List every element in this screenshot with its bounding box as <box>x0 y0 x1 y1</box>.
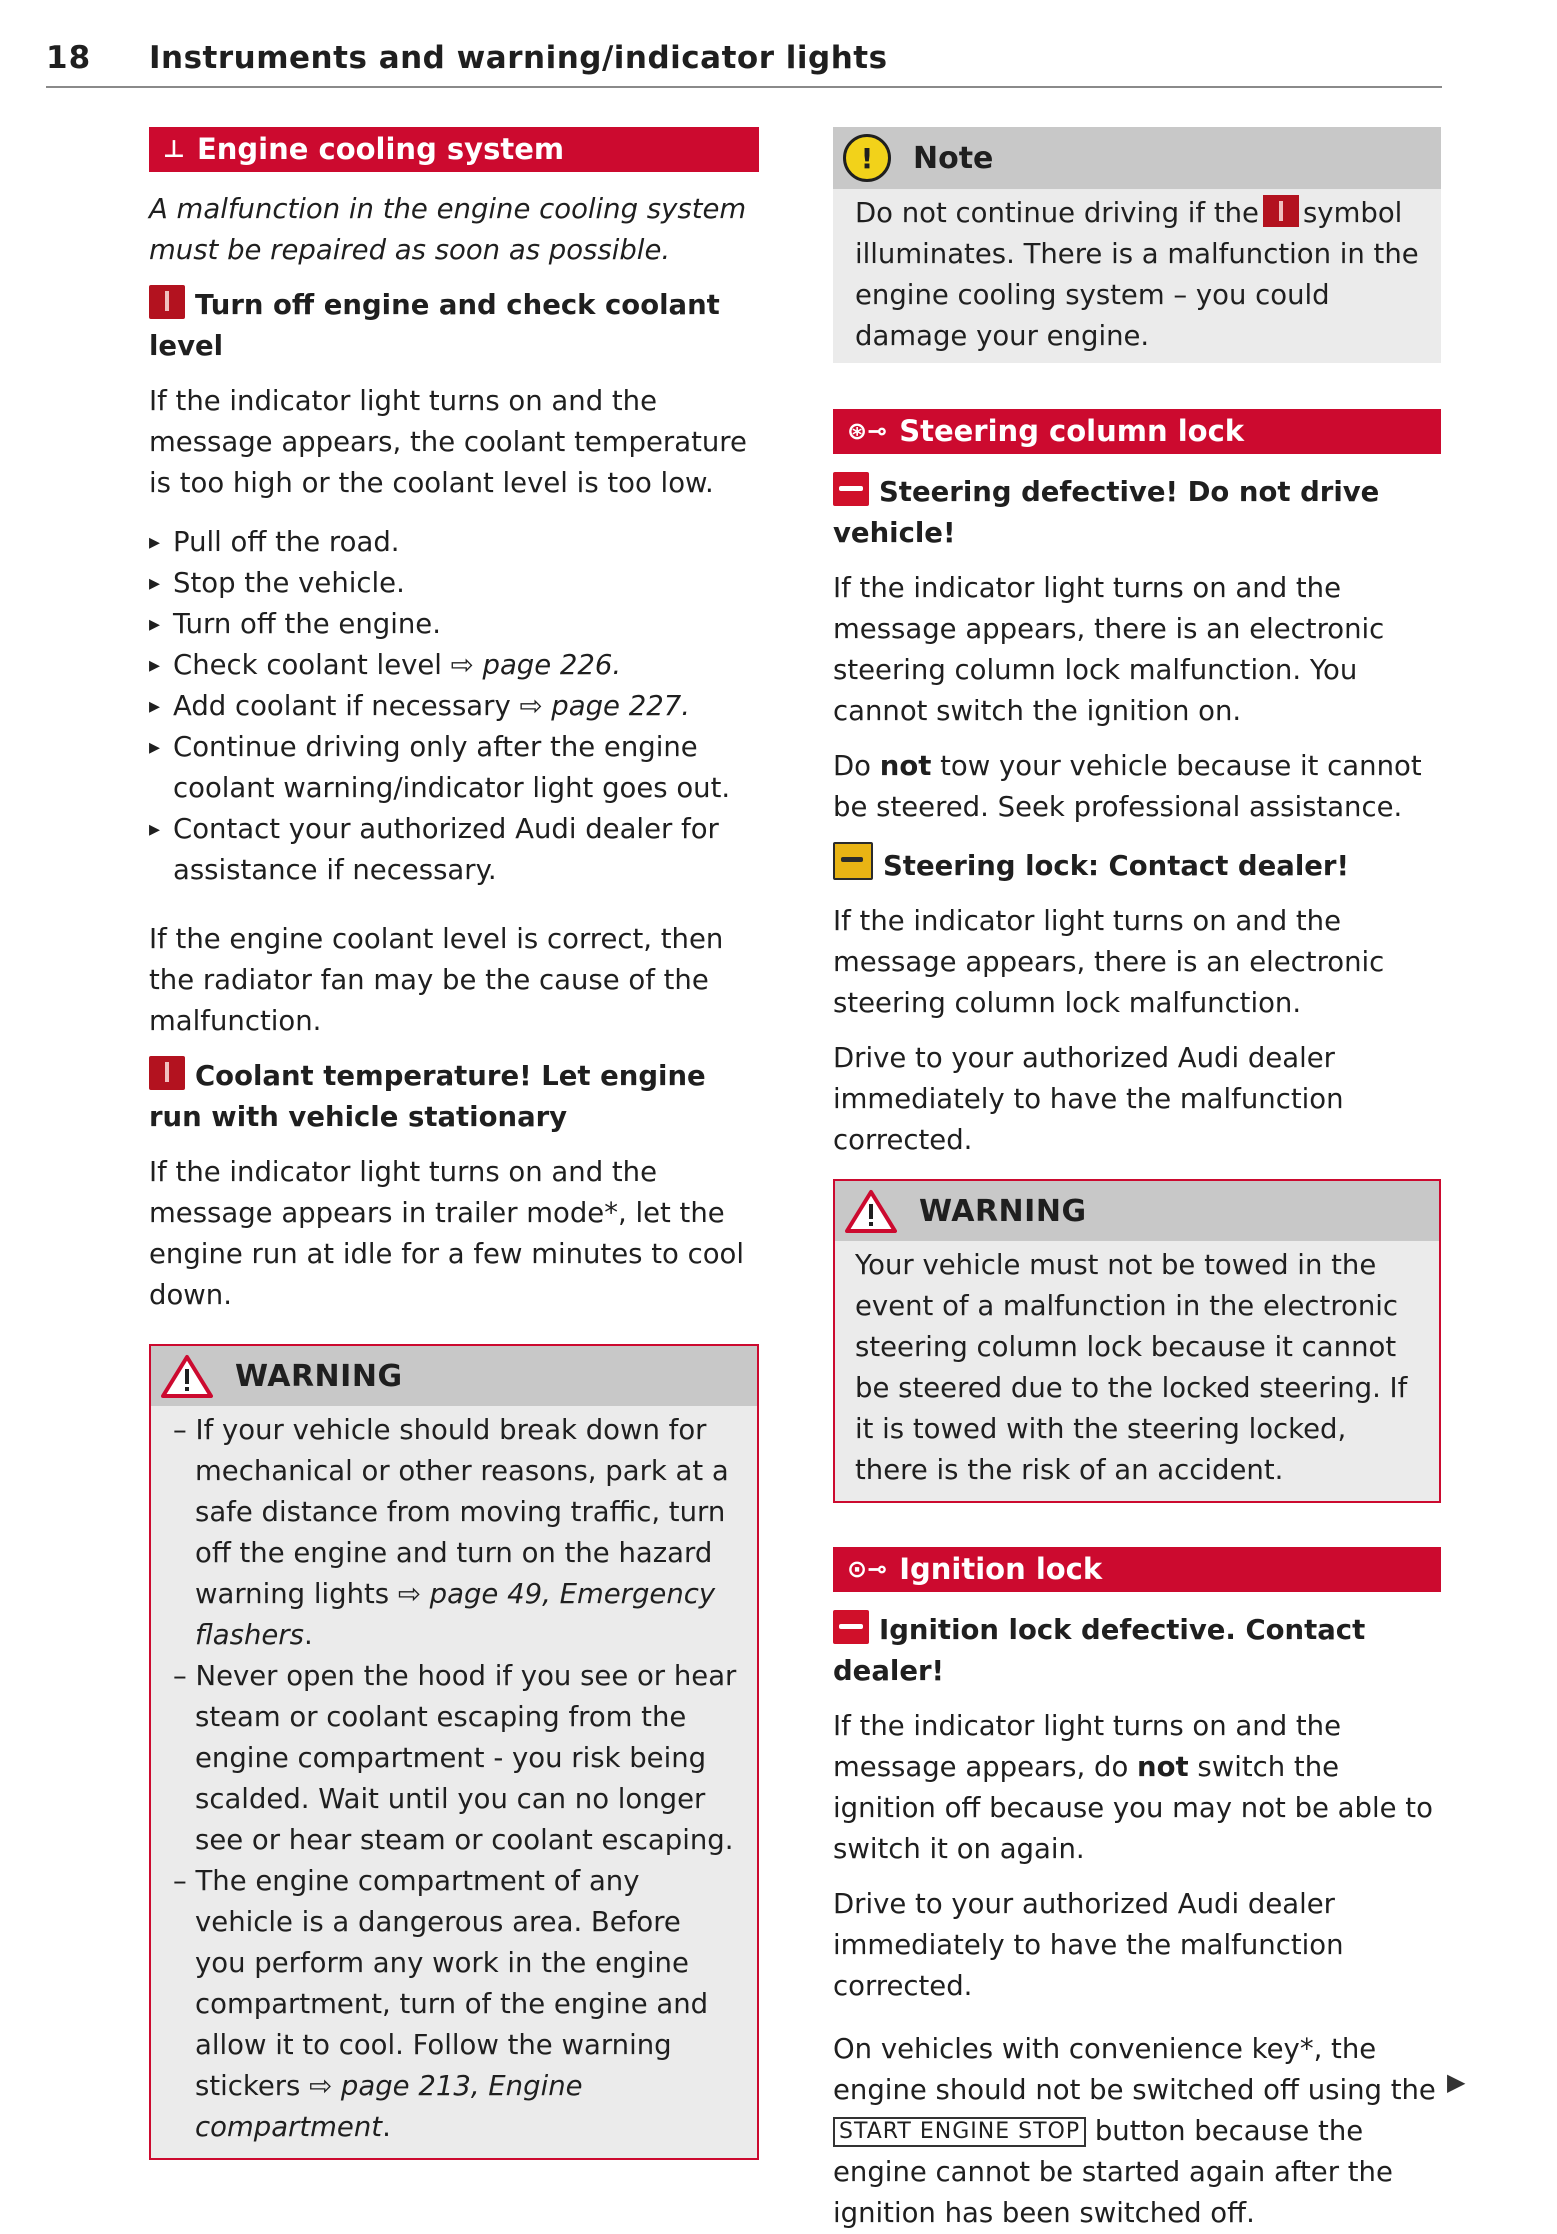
message-body: If the indicator light turns on and the message appears, there is an electronic steering column lock malfunction. <box>833 905 1385 1019</box>
coolant-warning-icon <box>149 285 185 319</box>
warning-triangle-icon <box>161 1354 213 1398</box>
note-header: ! Note <box>833 127 1441 189</box>
warning-item: – If your vehicle should break down for mechanical or other reasons, park at a safe distance from moving traffic, turn off the engine and turn on the hazard warning lights ⇨ page 49, Emergency flashers. <box>173 1414 729 1651</box>
section-title-ignition-lock: ⊙⊸ Ignition lock <box>833 1547 1441 1592</box>
page-reference-link[interactable]: page 226. <box>482 649 622 681</box>
continue-arrow-icon: ▶ <box>1447 2068 1466 2096</box>
section-title-steering-lock: ⊛⊸ Steering column lock <box>833 409 1441 454</box>
page-reference-link[interactable]: page 227. <box>551 690 690 722</box>
page-reference-link[interactable]: page 213, Engine compartment <box>195 2070 583 2143</box>
ignition-lock-red-icon <box>833 1610 869 1644</box>
step-item: ▸ Turn off the engine. <box>149 604 759 645</box>
message-heading-coolant-temperature: Coolant temperature! Let engine run with vehicle stationary <box>149 1056 759 1138</box>
page-reference-link[interactable]: page 49, Emergency flashers <box>195 1578 716 1651</box>
note-box <box>833 127 1441 363</box>
steering-lock-icon: ⊛⊸ <box>847 417 888 445</box>
step-item: ▸ Continue driving only after the engine coolant warning/indicator light goes out. <box>149 727 759 809</box>
message-heading-coolant-level: Turn off engine and check coolant level <box>149 285 759 367</box>
message-body: If the indicator light turns on and the message appears, there is an electronic steering column lock malfunction. You cannot switch the ignition on. <box>833 572 1385 727</box>
chapter-title: Instruments and warning/indicator lights <box>149 40 888 76</box>
ignition-lock-icon: ⊙⊸ <box>847 1555 888 1583</box>
steering-lock-red-icon <box>833 472 869 506</box>
step-item: ▸ Contact your authorized Audi dealer for assistance if necessary. <box>149 809 759 891</box>
coolant-warning-icon <box>1263 195 1299 227</box>
paragraph: If the engine coolant level is correct, then the radiator fan may be the cause of the malfunction. <box>149 923 724 1037</box>
section-intro: A malfunction in the engine cooling system must be repaired as soon as possible. <box>149 193 747 266</box>
paragraph: Drive to your authorized Audi dealer immediately to have the malfunction corrected. <box>833 1888 1344 2002</box>
coolant-warning-icon <box>149 1056 185 1090</box>
page-header <box>46 40 1442 88</box>
right-column <box>833 127 1441 2234</box>
step-item: ▸ Pull off the road. <box>149 522 759 563</box>
warning-body <box>151 1406 757 2158</box>
warning-header: WARNING <box>835 1181 1439 1241</box>
coolant-temp-icon: ⊥ <box>163 135 185 163</box>
section-title-engine-cooling: ⊥ Engine cooling system <box>149 127 759 172</box>
message-heading-steering-defective: Steering defective! Do not drive vehicle! <box>833 472 1441 554</box>
step-item: ▸ Check coolant level ⇨ page 226. <box>149 645 759 686</box>
message-body: If the indicator light turns on and the message appears in trailer mode*, let the engine run at idle for a few minutes to cool down. <box>149 1156 745 1311</box>
warning-triangle-icon <box>845 1189 897 1233</box>
step-item: ▸ Stop the vehicle. <box>149 563 759 604</box>
warning-item: – The engine compartment of any vehicle is a dangerous area. Before you perform any work in the engine compartment, turn of the engine and allow it to cool. Follow the warning stickers ⇨ page 213, Engine compartment. <box>173 1865 709 2143</box>
message-body: If the indicator light turns on and the message appears, do not switch the ignition off because you may not be able to switch it on again. <box>833 1710 1433 1865</box>
message-heading-ignition-defective: Ignition lock defective. Contact dealer! <box>833 1610 1441 1692</box>
message-body: If the indicator light turns on and the message appears, the coolant temperature is too high or the coolant level is too low. <box>149 385 747 499</box>
paragraph: On vehicles with convenience key*, the engine should not be switched off using the START ENGINE STOP button because the engine cannot be started again after the ignition has been switched off. <box>833 2033 1436 2229</box>
paragraph: Drive to your authorized Audi dealer immediately to have the malfunction corrected. <box>833 1042 1344 1156</box>
start-engine-stop-button-label: START ENGINE STOP <box>833 2117 1086 2147</box>
warning-body: Your vehicle must not be towed in the event of a malfunction in the electronic steering column lock because it cannot be steered due to the locked steering. If it is towed with the steering locked, there is the risk of an accident. <box>855 1249 1408 1486</box>
note-body: Do not continue driving if the symbol illuminates. There is a malfunction in the engine cooling system – you could damage your engine. <box>855 197 1419 352</box>
left-column <box>149 127 759 2160</box>
steering-lock-yellow-icon <box>833 842 873 880</box>
action-steps <box>149 522 759 891</box>
warning-box <box>149 1344 759 2160</box>
warning-box <box>833 1179 1441 1503</box>
warning-header: WARNING <box>151 1346 757 1406</box>
warning-item: – Never open the hood if you see or hear steam or coolant escaping from the engine compartment - you risk being scalded. Wait until you can no longer see or hear steam or coolant escaping. <box>173 1660 737 1856</box>
note-exclamation-icon: ! <box>843 134 891 182</box>
message-heading-steering-contact-dealer: Steering lock: Contact dealer! <box>833 842 1441 887</box>
paragraph: Do not tow your vehicle because it cannot be steered. Seek professional assistance. <box>833 750 1422 823</box>
step-item: ▸ Add coolant if necessary ⇨ page 227. <box>149 686 759 727</box>
page-number: 18 <box>46 40 92 76</box>
